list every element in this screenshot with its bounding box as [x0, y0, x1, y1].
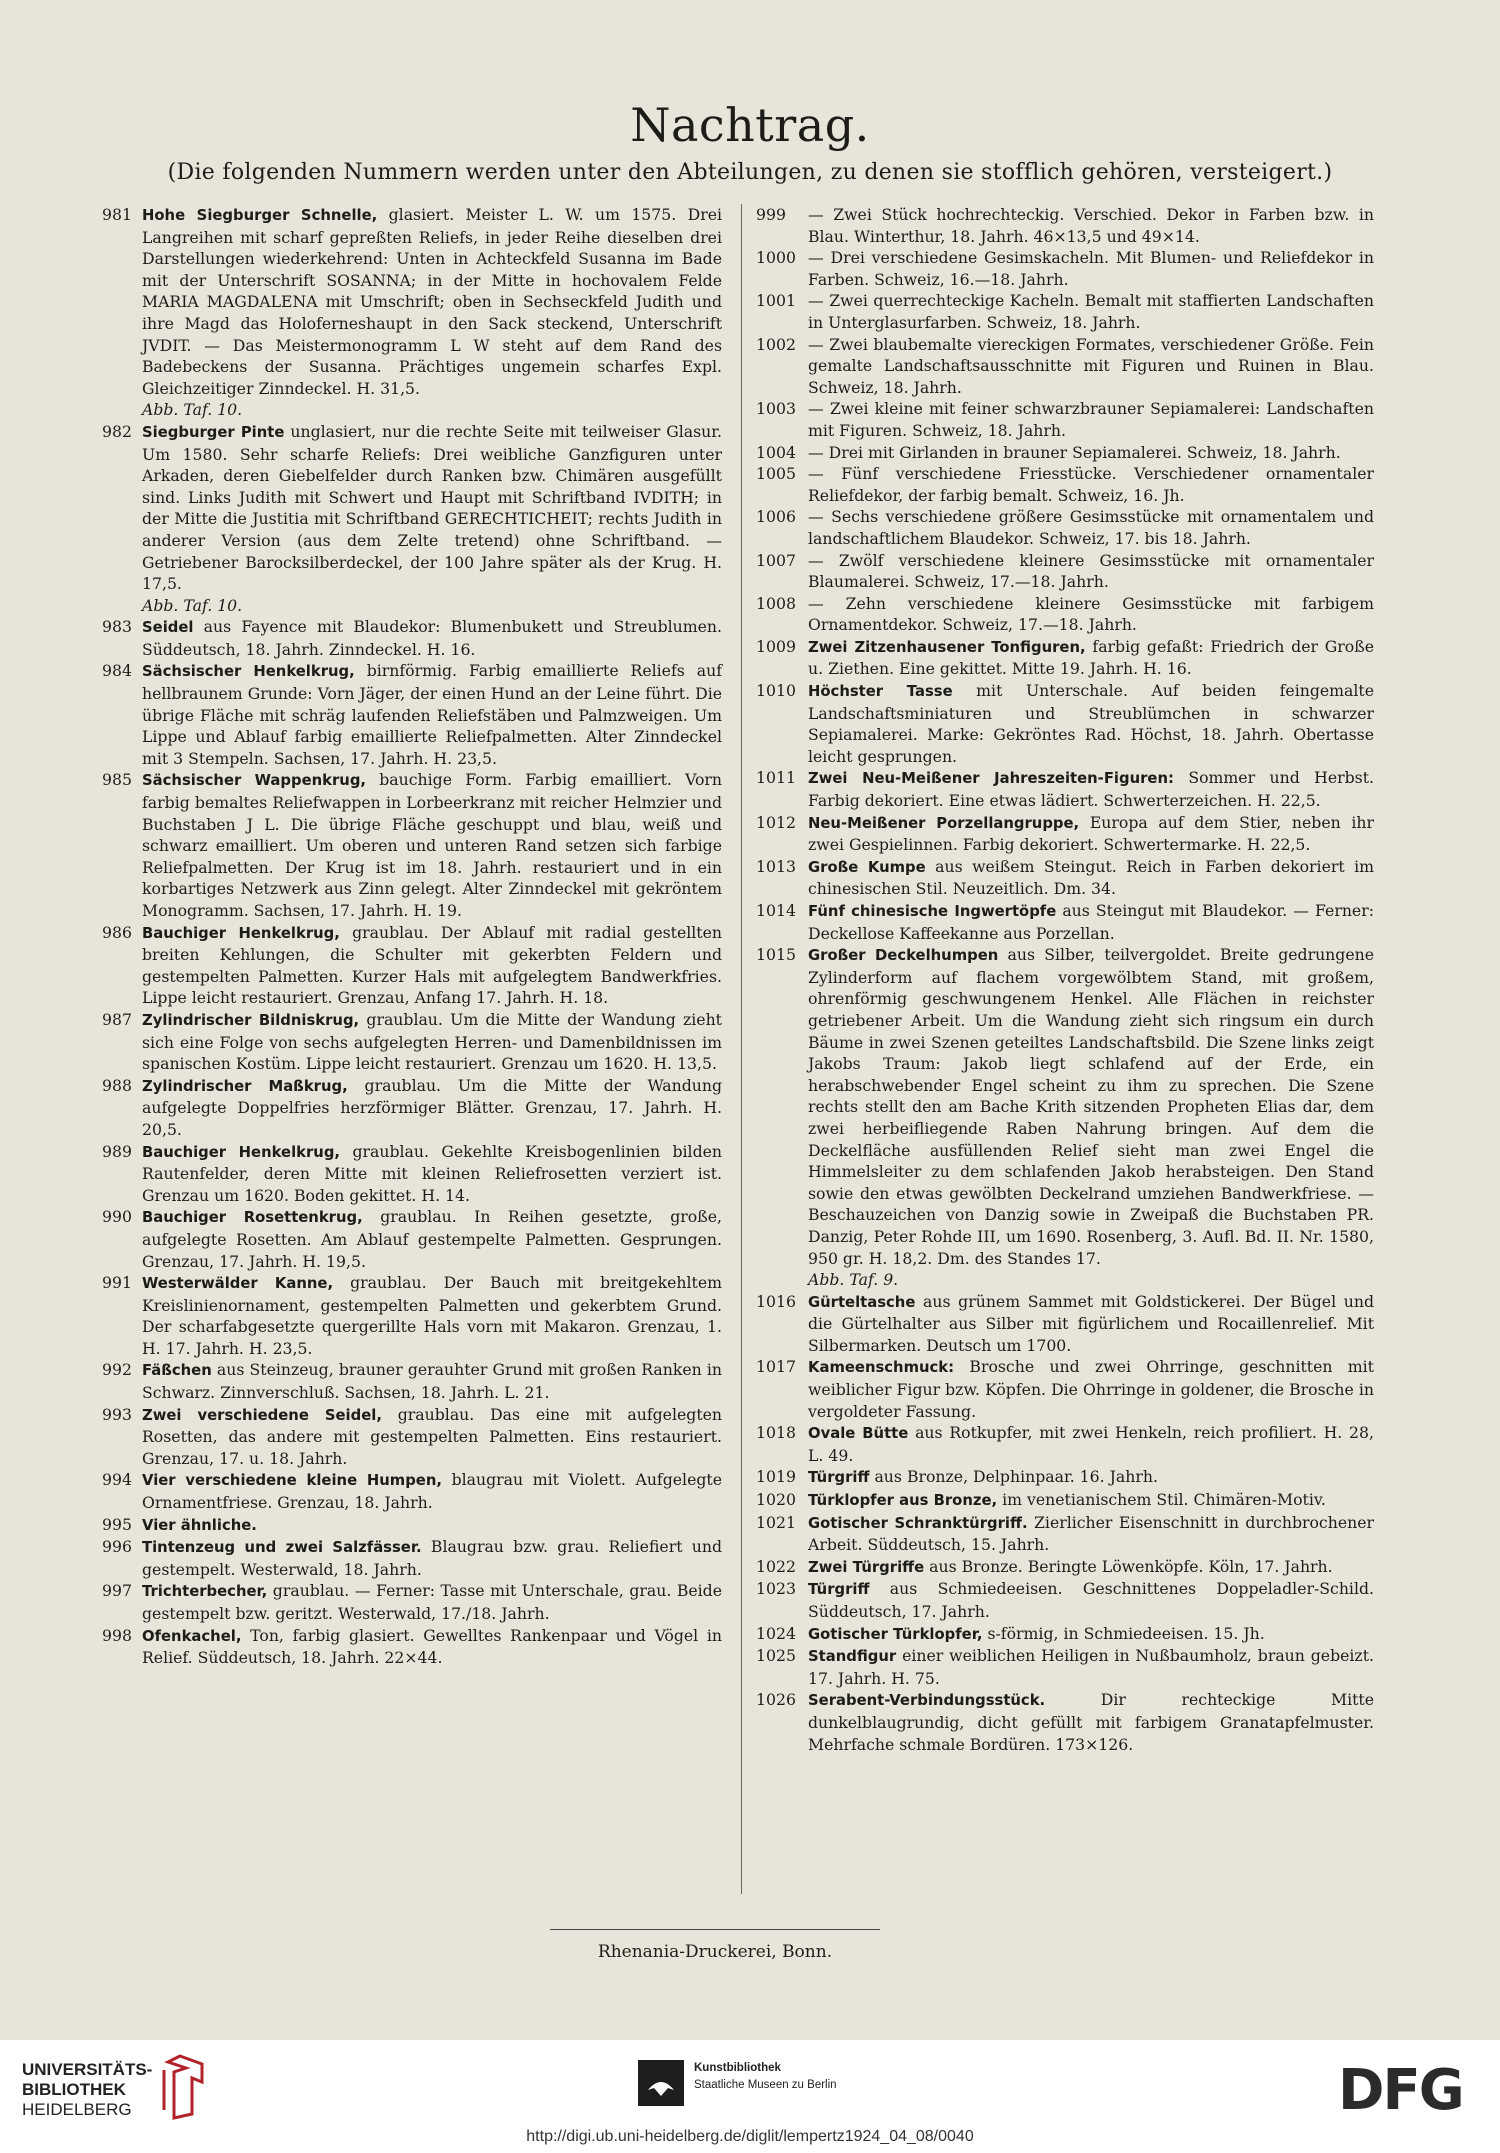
lot-description: Ton, farbig glasiert. Gewelltes Rankenpaar und Vögel in Relief. Süddeutsch, 18. Jahrh. 22×44.	[142, 1625, 722, 1668]
catalog-entry	[756, 944, 1374, 1291]
lot-description: graublau. Gekehlte Kreisbogenlinien bilden Rautenfelder, deren Mitte mit kleinen Reliefrosetten verziert ist. Grenzau um 1620. Boden gekittet. H. 14.	[142, 1141, 723, 1205]
catalog-entry	[756, 1578, 1374, 1622]
lot-number: 1018	[756, 1423, 796, 1443]
lot-number: 998	[102, 1625, 132, 1645]
catalog-entry	[102, 1625, 722, 1669]
lot-name: Türgriff	[808, 1469, 870, 1487]
catalog-entry	[756, 593, 1374, 636]
catalog-entry	[102, 1272, 722, 1359]
lot-description: graublau. Der Ablauf mit radial gestellten breiten Kehlungen, die Schulter mit gekerbten Feldern und gestempelten Palmetten. Kurzer Hals mit aufgelegtem Bandwerkfries. Lippe leicht restauriert. Grenzau, Anfang 17. Jahrh. H. 18.	[142, 922, 722, 1008]
lot-description: — Drei verschiedene Gesimskacheln. Mit Blumen- und Reliefdekor in Farben. Schweiz, 16.—18. Jahrh.	[808, 248, 1374, 289]
catalog-entry	[102, 1404, 722, 1470]
lot-description: — Zwei querrechteckige Kacheln. Bemalt mit staffierten Landschaften in Unterglasurfarben. Schweiz, 18. Jahrh.	[808, 291, 1374, 332]
catalog-entry	[756, 398, 1374, 441]
lot-description: aus Steingut mit Blaudekor. — Ferner: Deckellose Kaffeekanne aus Porzellan.	[808, 901, 1374, 943]
lot-name: Gotischer Türklopfer,	[808, 1625, 983, 1643]
lot-name: Vier verschiedene kleine Humpen,	[142, 1472, 442, 1490]
lot-number: 1008	[756, 593, 796, 613]
lot-description: Sommer und Herbst. Farbig dekoriert. Eine etwas lädiert. Schwerterzeichen. H. 22,5.	[808, 768, 1375, 811]
lot-name: Zylindrischer Maßkrug,	[142, 1077, 348, 1095]
lot-description: aus Bronze. Beringte Löwenköpfe. Köln, 17. Jahrh.	[924, 1556, 1333, 1576]
lot-name: Bauchiger Henkelkrug,	[142, 924, 340, 942]
lot-description: graublau. Um die Mitte der Wandung zieht sich eine Folge von sechs aufgelegten Herren- und Damenbildnissen im spanischen Kostüm. Lippe leicht restauriert. Grenzau um 1620. H. 13,5.	[142, 1009, 722, 1074]
catalog-entry	[102, 204, 722, 421]
lot-name: Sächsischer Henkelkrug,	[142, 663, 355, 681]
lot-number: 1014	[756, 901, 796, 920]
lot-name: Türklopfer aus Bronze,	[808, 1492, 998, 1510]
lot-number: 995	[102, 1514, 132, 1534]
lot-number: 991	[102, 1273, 132, 1293]
catalog-entry	[756, 812, 1374, 856]
lot-name: Ofenkachel,	[142, 1627, 242, 1645]
lot-name: Ovale Bütte	[808, 1425, 909, 1443]
lot-number: 1000	[756, 248, 796, 268]
catalog-entry	[756, 1689, 1374, 1755]
lot-description: graublau. In Reihen gesetzte, große, aufgelegte Rosetten. Am Ablauf gestempelte Palmetten. Gesprungen. Grenzau, 17. Jahrh. H. 19,5.	[142, 1207, 722, 1271]
university-library-logo-text	[22, 2060, 152, 2120]
uni-line-3: HEIDELBERG	[22, 2100, 132, 2119]
lot-description: s-förmig, in Schmiedeeisen. 15. Jh.	[982, 1623, 1265, 1643]
lot-number: 1001	[756, 291, 796, 311]
lot-description: aus grünem Sammet mit Goldstickerei. Der Bügel und die Gürtelhalter aus Silber mit figürlichem und Rocaillenrelief. Mit Silbermarken. Deutsch um 1700.	[808, 1291, 1374, 1355]
lot-name: Zwei Zitzenhausener Tonfiguren,	[808, 638, 1086, 656]
lot-number: 1016	[756, 1291, 796, 1311]
lot-name: Große Kumpe	[808, 858, 926, 876]
catalog-entry	[756, 442, 1374, 464]
lot-name: Standfigur	[808, 1648, 897, 1666]
lot-name: Zwei Türgriffe	[808, 1558, 925, 1576]
catalog-entry	[756, 856, 1374, 900]
lot-number: 990	[102, 1207, 132, 1227]
catalog-entry	[102, 616, 722, 660]
lot-number: 1019	[756, 1467, 796, 1487]
catalog-entry	[756, 636, 1374, 680]
catalog-entry	[756, 1556, 1374, 1579]
lot-description: graublau. Der Bauch mit breitgekehltem Kreislinienornament, gestempelten Palmetten und gekerbtem Grund. Der scharfabgesetzte quergerillte Hals vorn mit Makaron. Grenzau, 1. H. 17. Jahrh. H. 23,5.	[142, 1273, 722, 1358]
page-title: Nachtrag.	[630, 98, 870, 152]
kb-line-2: Staatliche Museen zu Berlin	[694, 2079, 837, 2091]
lot-number: 1007	[756, 550, 796, 570]
catalog-entry	[756, 1291, 1374, 1357]
catalog-entry	[756, 900, 1374, 944]
lot-number: 993	[102, 1404, 132, 1424]
lot-description: mit Unterschale. Auf beiden feingemalte Landschaftsminiaturen und Streublümchen in schwarzer Sepiamalerei. Marke: Gekröntes Rad. Höchst, 18. Jahrh. Obertasse leicht gesprungen.	[808, 681, 1374, 766]
lot-name: Kameenschmuck:	[808, 1359, 955, 1377]
lot-description: Brosche und zwei Ohrringe, geschnitten mit weiblicher Figur bzw. Köpfen. Die Ohrringe in goldener, die Brosche in vergoldeter Fassung.	[808, 1357, 1374, 1421]
catalog-entry	[756, 767, 1374, 811]
lot-number: 1023	[756, 1579, 796, 1599]
lot-number: 1012	[756, 812, 796, 832]
catalog-entry	[102, 1141, 722, 1207]
catalog-entry	[756, 204, 1374, 247]
catalog-entry	[756, 334, 1374, 399]
lot-number: 992	[102, 1360, 132, 1380]
lot-number: 987	[102, 1009, 132, 1029]
lot-description: — Zwei blaubemalte viereckigen Formates, verschiedener Größe. Fein gemalte Landschaftsausschnitte mit Figuren und Ruinen in Blau. Schweiz, 18. Jahrh.	[808, 334, 1374, 397]
right-column	[756, 204, 1374, 1755]
lot-description: — Zehn verschiedene kleinere Gesimsstücke mit farbigem Ornamentdekor. Schweiz, 17.—18. Jahrh.	[808, 593, 1374, 635]
lot-number: 988	[102, 1075, 132, 1095]
lot-description: aus Steinzeug, brauner gerauhter Grund mit großen Ranken in Schwarz. Zinnverschluß. Sachsen, 18. Jahrh. L. 21.	[142, 1360, 722, 1403]
lot-number: 996	[102, 1537, 132, 1557]
catalog-entry	[756, 247, 1374, 290]
page-subtitle: (Die folgenden Nummern werden unter den Abteilungen, zu denen sie stofflich gehören, versteigert.)	[167, 160, 1333, 185]
left-column	[102, 204, 722, 1669]
plate-reference: Abb. Taf. 10.	[142, 595, 243, 615]
lot-name: Trichterbecher,	[142, 1583, 268, 1601]
kunstbibliothek-logo-icon	[638, 2060, 684, 2106]
catalog-entry	[102, 1469, 722, 1513]
catalog-entry	[102, 660, 722, 769]
lot-name: Fünf chinesische Ingwertöpfe	[808, 903, 1057, 920]
lot-description: aus Fayence mit Blaudekor: Blumenbukett und Streublumen. Süddeutsch, 18. Jahrh. Zinndeckel. H. 16.	[142, 617, 722, 659]
plate-reference: Abb. Taf. 10.	[142, 400, 243, 420]
lot-name: Höchster Tasse	[808, 683, 953, 701]
catalog-entry	[756, 1512, 1374, 1556]
lot-description: Zierlicher Eisenschnitt in durchbrochener Arbeit. Süddeutsch, 15. Jahrh.	[808, 1512, 1374, 1555]
lot-number: 984	[102, 661, 132, 681]
uni-line-2: BIBLIOTHEK	[22, 2080, 126, 2099]
catalog-entry	[102, 1075, 722, 1141]
catalog-entry	[102, 421, 722, 616]
lot-number: 1026	[756, 1690, 796, 1710]
lot-description: im venetianischem Stil. Chimären-Motiv.	[997, 1490, 1326, 1510]
dfg-logo: DFG	[1338, 2058, 1463, 2123]
lot-description: Blaugrau bzw. grau. Reliefiert und gestempelt. Westerwald, 18. Jahrh.	[142, 1537, 723, 1579]
kb-line-1: Kunstbibliothek	[694, 2062, 781, 2074]
lot-number: 1022	[756, 1556, 796, 1576]
lot-number: 1010	[756, 681, 796, 701]
lot-description: — Fünf verschiedene Friesstücke. Verschiedener ornamentaler Reliefdekor, der farbig bemalt. Schweiz, 16. Jh.	[808, 464, 1374, 505]
lot-number: 986	[102, 922, 132, 942]
lot-description: aus Schmiedeeisen. Geschnittenes Doppeladler-Schild. Süddeutsch, 17. Jahrh.	[808, 1579, 1374, 1621]
lot-name: Seidel	[142, 619, 194, 637]
lot-name: Siegburger Pinte	[142, 423, 285, 441]
kunstbibliothek-eagle-icon	[638, 2060, 684, 2106]
catalog-entry	[756, 1466, 1374, 1489]
lot-number: 1015	[756, 945, 796, 965]
lot-description: einer weiblichen Heiligen in Nußbaumholz, braun gebeizt. 17. Jahrh. H. 75.	[808, 1646, 1374, 1688]
lot-number: 1017	[756, 1357, 796, 1377]
source-url[interactable]: http://digi.ub.uni-heidelberg.de/diglit/lempertz1924_04_08/0040	[526, 2128, 974, 2145]
lot-name: Bauchiger Rosettenkrug,	[142, 1209, 363, 1227]
lot-name: Gotischer Schranktürgriff.	[808, 1514, 1028, 1532]
catalog-entry	[756, 1356, 1374, 1422]
lot-number: 1004	[756, 442, 796, 462]
lot-description: birnförmig. Farbig emaillierte Reliefs auf hellbraunem Grunde: Vorn Jäger, der einen Hund an der Leine führt. Die übrige Fläche mit schräg laufenden Reliefstäben und Palmzweigen. Um Lippe und Ablauf farbig emaillierte Reliefpalmetten. Alter Zinndeckel mit 3 Stempeln. Sachsen, 17. Jahrh. H. 23,5.	[142, 661, 723, 768]
lot-description: — Sechs verschiedene größere Gesimsstücke mit ornamentalem und landschaftlichem Blaudekor. Schweiz, 17. bis 18. Jahrh.	[808, 507, 1374, 548]
lot-number: 982	[102, 421, 132, 441]
lot-name: Vier ähnliche.	[142, 1516, 257, 1534]
lot-number: 1003	[756, 399, 796, 419]
catalog-entry	[102, 1580, 722, 1624]
lot-number: 1011	[756, 768, 796, 788]
lot-name: Westerwälder Kanne,	[142, 1275, 334, 1293]
lot-name: Türgriff	[808, 1581, 870, 1599]
lot-number: 999	[756, 205, 786, 224]
lot-number: 1009	[756, 636, 796, 656]
lot-description: — Zwei Stück hochrechteckig. Verschied. Dekor in Farben bzw. in Blau. Winterthur, 18. Jahrh. 46×13,5 und 49×14.	[808, 205, 1374, 246]
lot-number: 1013	[756, 856, 796, 876]
printer-imprint: Rhenania-Druckerei, Bonn.	[597, 1942, 833, 1962]
lot-number: 1005	[756, 464, 796, 484]
lot-number: 994	[102, 1470, 132, 1490]
lot-name: Zylindrischer Bildniskrug,	[142, 1011, 360, 1029]
catalog-entry	[102, 1359, 722, 1403]
catalog-entry	[756, 506, 1374, 549]
lot-name: Zwei verschiedene Seidel,	[142, 1406, 382, 1424]
uni-line-1: UNIVERSITÄTS-	[22, 2060, 153, 2079]
lot-name: Sächsischer Wappenkrug,	[142, 772, 367, 790]
catalog-entry	[756, 1623, 1374, 1646]
lot-name: Neu-Meißener Porzellangruppe,	[808, 814, 1080, 832]
lot-number: 997	[102, 1581, 132, 1601]
lot-description: — Drei mit Girlanden in brauner Sepiamalerei. Schweiz, 18. Jahrh.	[808, 442, 1341, 462]
lot-number: 989	[102, 1141, 132, 1161]
lot-name: Großer Deckelhumpen	[808, 947, 999, 965]
lot-name: Serabent-Verbindungsstück.	[808, 1692, 1046, 1710]
lot-name: Fäßchen	[142, 1362, 212, 1380]
catalog-entry	[102, 769, 722, 921]
lot-description: graublau. Das eine mit aufgelegten Rosetten, das andere mit gestempelten Palmetten. Eins restauriert. Grenzau, 17. u. 18. Jahrh.	[142, 1404, 723, 1468]
lot-name: Gürteltasche	[808, 1293, 916, 1311]
catalog-entry	[756, 463, 1374, 506]
lot-number: 1025	[756, 1646, 796, 1666]
kunstbibliothek-text	[694, 2060, 837, 2094]
catalog-entry	[102, 1536, 722, 1580]
lot-description: glasiert. Meister L. W. um 1575. Drei Langreihen mit scharf gepreßten Reliefs, in jeder Reihe dieselben drei Darstellungen wiederkehrend: Unten in Achteckfeld Susanna im Bade mit der Unterschrift SOSANNA; in der Mitte in hochovalem Felde MARIA MAGDALENA mit Umschrift; oben in Sechseckfeld Judith und ihre Magd das Holoferneshaupt in den Sack steckend, Unterschrift JVDIT. — Das Meistermonogramm L W steht auf dem Rand des Badebeckens der Susanna. Prächtiges ungemein scharfes Expl. Gleichzeitiger Zinndeckel. H. 31,5.	[142, 205, 722, 398]
lot-description: aus weißem Steingut. Reich in Farben dekoriert im chinesischen Stil. Neuzeitlich. Dm. 34.	[808, 856, 1374, 899]
catalog-entry	[756, 1489, 1374, 1512]
catalog-entry	[756, 1422, 1374, 1466]
catalog-entry	[756, 290, 1374, 333]
university-library-logo-icon	[150, 2052, 210, 2122]
lot-description: — Zwölf verschiedene kleinere Gesimsstücke mit ornamentaler Blaumalerei. Schweiz, 17.—18. Jahrh.	[808, 550, 1374, 592]
lot-description: unglasiert, nur die rechte Seite mit teilweiser Glasur. Um 1580. Sehr scharfe Reliefs: Drei weibliche Ganzfiguren unter Arkaden, deren Giebelfelder durch Ranken bzw. Chimären ausgefüllt sind. Links Judith mit Schwert und Haupt mit Schriftband IVDITH; in der Mitte die Justitia mit Schriftband GERECHTICHEIT; rechts Judith in anderer Version (aus dem Zelte tretend) ohne Schriftband. — Getriebener Barocksilberdeckel, der 100 Jahre später als der Krug. H. 17,5.	[142, 421, 723, 594]
lot-number: 1002	[756, 334, 796, 354]
lot-description: aus Rotkupfer, mit zwei Henkeln, reich profiliert. H. 28, L. 49.	[808, 1423, 1375, 1465]
catalog-entry	[102, 1514, 722, 1537]
catalog-entry	[756, 550, 1374, 593]
catalog-entry	[756, 1645, 1374, 1689]
lot-description: Dir rechteckige Mitte dunkelblaugrundig, dicht gefüllt mit farbigem Granatapfelmuster. Mehrfache schmale Bordüren. 173×126.	[808, 1690, 1374, 1754]
lot-description: graublau. — Ferner: Tasse mit Unterschale, grau. Beide gestempelt bzw. geritzt. Westerwald, 17./18. Jahrh.	[142, 1581, 722, 1623]
lot-name: Zwei Neu-Meißener Jahreszeiten-Figuren:	[808, 770, 1174, 788]
catalog-entry	[102, 1206, 722, 1272]
lot-name: Bauchiger Henkelkrug,	[142, 1143, 341, 1161]
lot-number: 1024	[756, 1623, 796, 1643]
lot-description: aus Silber, teilvergoldet. Breite gedrungene Zylinderform auf flachem vorgewölbtem Stand, mit großem, ohrenförmig geschwungenem Henkel. Alle Flächen in reichster getriebener Arbeit. Um die Wandung zieht sich ringsum ein durch Bäume in zwei Szenen geteiltes Landschaftsbild. Die Szene links zeigt Jakobs Traum: Jakob liegt schlafend auf der Erde, ein herabschwebender Engel scheint zu ihm zu sprechen. Die Szene rechts stellt den am Bache Krith sitzenden Propheten Elias dar, dem zwei herbeifliegende Raben Nahrung bringen. Auf dem die Deckelfläche ausfüllenden Relief sieht man zwei Engel die Himmelsleiter zu dem schlafenden Jakob herabsteigen. Den Stand sowie den etwas gewölbten Deckelrand umziehen Bandwerkfriese. — Beschauzeichen von Danzig sowie in Zweipaß die Buchstaben PR. Danzig, Peter Rohde III, um 1690. Rosenberg, 3. Aufl. Bd. II. Nr. 1580, 950 gr. H. 18,2. Dm. des Standes 17.	[808, 945, 1374, 1268]
lot-description: blaugrau mit Violett. Aufgelegte Ornamentfriese. Grenzau, 18. Jahrh.	[142, 1470, 722, 1513]
lot-name: Hohe Siegburger Schnelle,	[142, 207, 378, 224]
lot-description: Europa auf dem Stier, neben ihr zwei Gespielinnen. Farbig dekoriert. Schwertermarke. H. 22,5.	[808, 812, 1374, 855]
lot-number: 1020	[756, 1490, 796, 1510]
lot-description: — Zwei kleine mit feiner schwarzbrauner Sepiamalerei: Landschaften mit Figuren. Schweiz, 18. Jahrh.	[808, 399, 1374, 440]
lot-description: bauchige Form. Farbig emailliert. Vorn farbig bemaltes Reliefwappen in Lorbeerkranz mit reicher Helmzier und Buchstaben J L. Die übrige Fläche geschuppt und blau, weiß und schwarz emailliert. Um oberen und unteren Rand setzen sich farbige Reliefpalmetten. Der Krug ist im 18. Jahrh. restauriert und in ein korbartiges Netzwerk aus Zinn gelegt. Alter Zinndeckel mit gekröntem Monogramm. Sachsen, 17. Jahrh. H. 19.	[142, 770, 723, 920]
lot-number: 1021	[756, 1512, 796, 1532]
lot-name: Tintenzeug und zwei Salzfässer.	[142, 1539, 422, 1557]
catalog-entry	[102, 1009, 722, 1075]
lot-description: farbig gefaßt: Friedrich der Große u. Ziethen. Eine gekittet. Mitte 19. Jahrh. H. 16.	[808, 636, 1374, 679]
lot-number: 1006	[756, 507, 796, 527]
lot-number: 985	[102, 770, 132, 790]
catalog-entry	[756, 680, 1374, 767]
lot-number: 983	[102, 617, 132, 637]
column-divider	[741, 204, 742, 1894]
catalog-entry	[102, 922, 722, 1009]
lot-description: graublau. Um die Mitte der Wandung aufgelegte Doppelfries herzförmiger Blätter. Grenzau, 17. Jahrh. H. 20,5.	[142, 1075, 722, 1139]
footer-rule	[550, 1929, 880, 1930]
lot-description: aus Bronze, Delphinpaar. 16. Jahrh.	[869, 1467, 1158, 1487]
lot-number: 981	[102, 205, 132, 224]
plate-reference: Abb. Taf. 9.	[808, 1270, 899, 1290]
